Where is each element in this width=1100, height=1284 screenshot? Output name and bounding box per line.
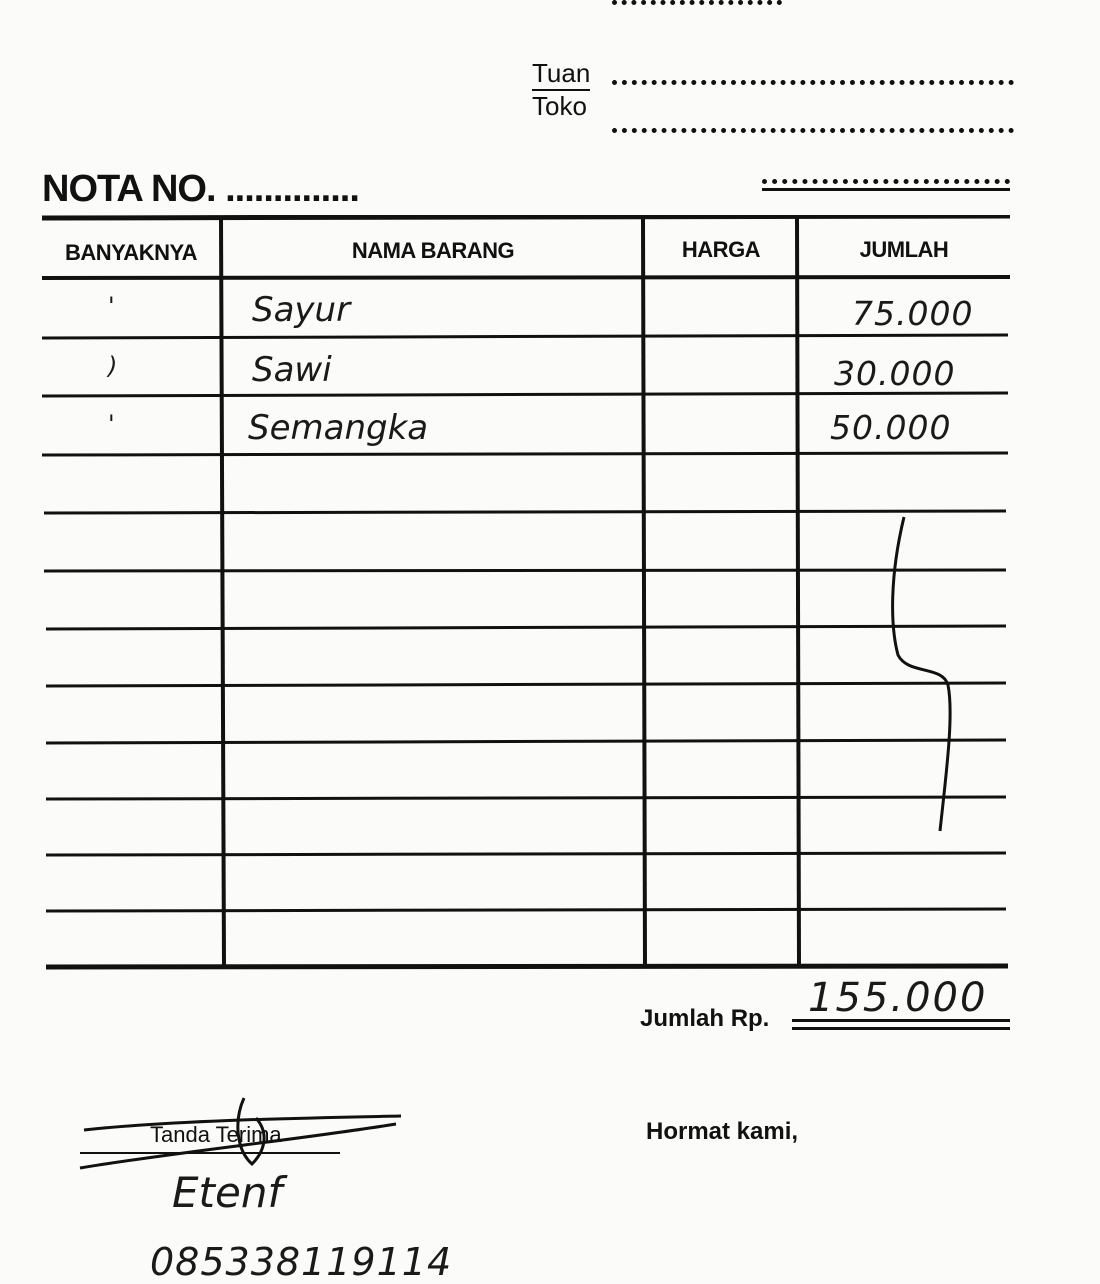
header-qty: BANYAKNYA bbox=[64, 240, 198, 265]
header-amount: JUMLAH bbox=[859, 237, 949, 262]
brace-mark bbox=[893, 517, 951, 831]
row-1-qty: ' bbox=[108, 292, 115, 320]
header-price: HARGA bbox=[681, 237, 761, 262]
tuan-toko-label bbox=[532, 58, 590, 121]
row-1-item: Sayur bbox=[252, 290, 351, 330]
row-1-amount: 75.000 bbox=[852, 294, 974, 333]
signature-scribble bbox=[76, 1090, 416, 1180]
closing-text: Hormat kami, bbox=[646, 1118, 799, 1145]
row-3-qty: ' bbox=[108, 410, 115, 438]
toko-label: Toko bbox=[532, 91, 587, 121]
date-line-underline bbox=[762, 188, 1010, 191]
top-dotted-line bbox=[612, 0, 782, 5]
total-label: Jumlah Rp. bbox=[640, 1005, 770, 1032]
row-2-qty: ) bbox=[108, 352, 118, 380]
nota-number-label: NOTA NO. .............. bbox=[42, 168, 359, 210]
customer-name-line bbox=[612, 80, 1014, 85]
customer-address-line bbox=[612, 128, 1014, 133]
row-2-item: Sawi bbox=[252, 350, 332, 390]
total-value: 155.000 bbox=[808, 975, 988, 1021]
total-double-underline bbox=[792, 1027, 1010, 1030]
date-line bbox=[762, 179, 1010, 184]
phone-number: 085338119114 bbox=[150, 1240, 453, 1284]
signer-name: Etenf bbox=[172, 1168, 283, 1217]
total-underline bbox=[792, 1019, 1010, 1022]
tuan-label: Tuan bbox=[532, 58, 590, 91]
row-3-item: Semangka bbox=[248, 408, 429, 448]
received-label: Tanda Terima bbox=[150, 1122, 282, 1147]
row-2-amount: 30.000 bbox=[834, 354, 956, 393]
header-item: NAMA BARANG bbox=[351, 238, 515, 263]
row-3-amount: 50.000 bbox=[830, 408, 952, 447]
